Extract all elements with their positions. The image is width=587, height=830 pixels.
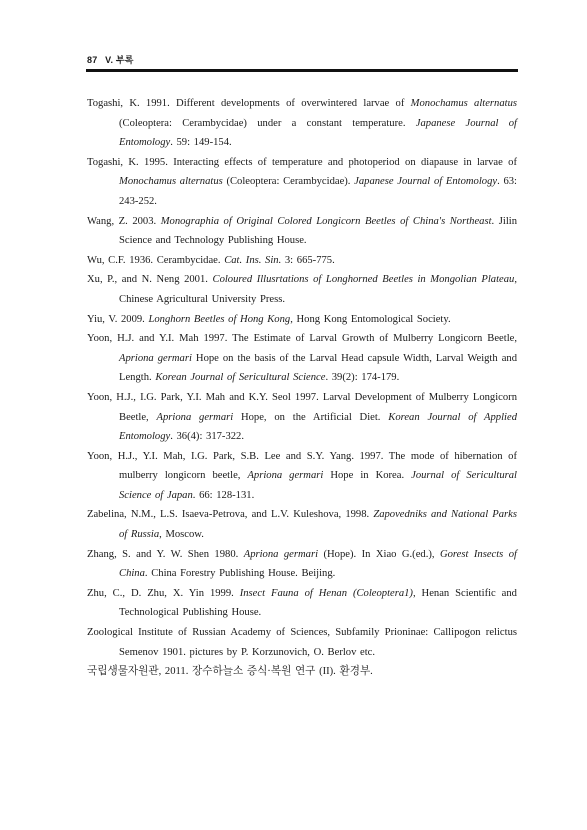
reference-italic-title: Apriona germari [156,411,234,423]
reference-text: Zabelina, N.M., L.S. Isaeva-Petrova, and L.V. Kuleshova, 1998. [87,509,374,521]
reference-italic-title: Japanese Journal of Entomology [354,176,498,188]
reference-entry [87,94,517,153]
reference-entry [87,388,517,447]
reference-text: , Henan Scientific and Technological Publishing House. [119,587,517,619]
reference-text: Togashi, K. 1995. Interacting effects of temperature and photoperiod on diapause in larvae of [87,156,517,168]
reference-text: . 39(2): 174-179. [325,372,400,384]
reference-text: . China Forestry Publishing House. Beijing. [144,568,336,580]
reference-text: , Hong Kong Entomological Society. [290,313,451,325]
reference-text: , Chinese Agricultural University Press. [119,274,517,305]
reference-text: 3: 665-775. [281,254,335,266]
reference-text: Togashi, K. 1991. Different developments of overwintered larvae of [87,98,411,109]
reference-text: . 36(4): 317-322. [170,431,244,443]
reference-text: Zhang, S. and Y. W. Shen 1980. [87,548,244,560]
reference-italic-title: Zapovedniks and National Parks of Russia [119,509,517,541]
reference-text: , Moscow. [159,529,204,541]
reference-text: (Coleoptera: Cerambycidae) under a constant temperature. [119,117,416,129]
reference-italic-title: Cat. Ins. Sin. [224,254,282,266]
reference-italic-title: Journal of Sericultural Science of Japan [119,470,517,501]
reference-text: (Hope). In Xiao G.(ed.), [318,548,440,560]
reference-text: . 59: 149-154. [170,137,232,149]
reference-entry [87,447,517,506]
reference-italic-title: Apriona germari [119,352,192,364]
reference-text: Wang, Z. 2003. [87,215,161,227]
reference-entry [87,153,517,212]
reference-text: (Coleoptera: Cerambycidae). [222,176,355,188]
reference-entry [87,310,517,330]
section-title: V. 부록 [105,55,134,65]
reference-italic-title: Monographia of Original Colored Longicorn Beetles of China's Northeast [160,215,492,227]
reference-text: . 63: 243-252. [119,176,517,207]
reference-text: . 66: 128-131. [192,489,255,501]
header-rule [86,69,518,72]
reference-italic-title: Coloured Illusrtations of Longhorned Beetles in Mongolian Plateau [212,274,515,286]
reference-text: Hope in Korea. [323,470,412,482]
reference-text: Yoon, H.J., I.G. Park, Y.I. Mah and K.Y. Seol 1997. Larval Development of Mulberry Longicorn Beetle, [87,391,517,423]
running-header [87,53,134,66]
reference-text: Yoon, H.J. and Y.I. Mah 1997. The Estimate of Larval Growth of Mulberry Longicorn Beetle, [87,333,517,345]
reference-entry [87,270,517,309]
reference-italic-title: Gorest Insects of China [119,548,517,580]
reference-italic-title: Korean Journal of Sericultural Science [155,372,326,384]
reference-italic-title: Apriona germari [247,470,324,482]
reference-italic-title: Monochamus alternatus [410,98,517,109]
reference-italic-title: Monochamus alternatus [119,176,223,188]
page-number: 87 [87,55,98,65]
reference-entry [87,212,517,251]
reference-entry [87,505,517,544]
reference-text: Yoon, H.J., Y.I. Mah, I.G. Park, S.B. Lee and S.Y. Yang. 1997. The mode of hibernation of mulberry longicorn beetle, [87,450,517,482]
reference-italic-title: Japanese Journal of Entomology [119,117,517,149]
reference-text: Zoological Institute of Russian Academy of Sciences, Subfamily Prioninae: Callipogon relictus Semenov 1901. pictures by P. Korzunovich, O. Berlov etc. [87,627,517,658]
reference-text: Zhu, C., D. Zhu, X. Yin 1999. [87,587,240,599]
reference-entry [87,251,517,271]
reference-text: Hope, on the Artificial Diet. [233,411,389,423]
reference-text: . Jilin Science and Technology Publishing House. [119,215,517,247]
reference-italic-title: Insect Fauna of Henan (Coleoptera1) [239,587,413,599]
reference-text: Hope on the basis of the Larval Head capsule Width, Larval Weigth and Length. [119,352,517,384]
reference-text: 국립생물자원관, 2011. 장수하늘소 증식·복원 연구 (II). 환경부. [87,666,373,678]
reference-text: Xu, P., and N. Neng 2001. [87,274,213,286]
reference-entry [87,584,517,623]
reference-list [87,94,517,682]
reference-italic-title: Apriona germari [243,548,319,560]
reference-entry [87,623,517,662]
reference-italic-title: Korean Journal of Applied Entomology [119,411,517,443]
reference-text: Yiu, V. 2009. [87,313,149,325]
reference-entry [87,329,517,388]
reference-entry [87,662,517,682]
reference-italic-title: Longhorn Beetles of Hong Kong [148,313,291,325]
reference-entry [87,545,517,584]
reference-text: Wu, C.F. 1936. Cerambycidae. [87,254,225,266]
